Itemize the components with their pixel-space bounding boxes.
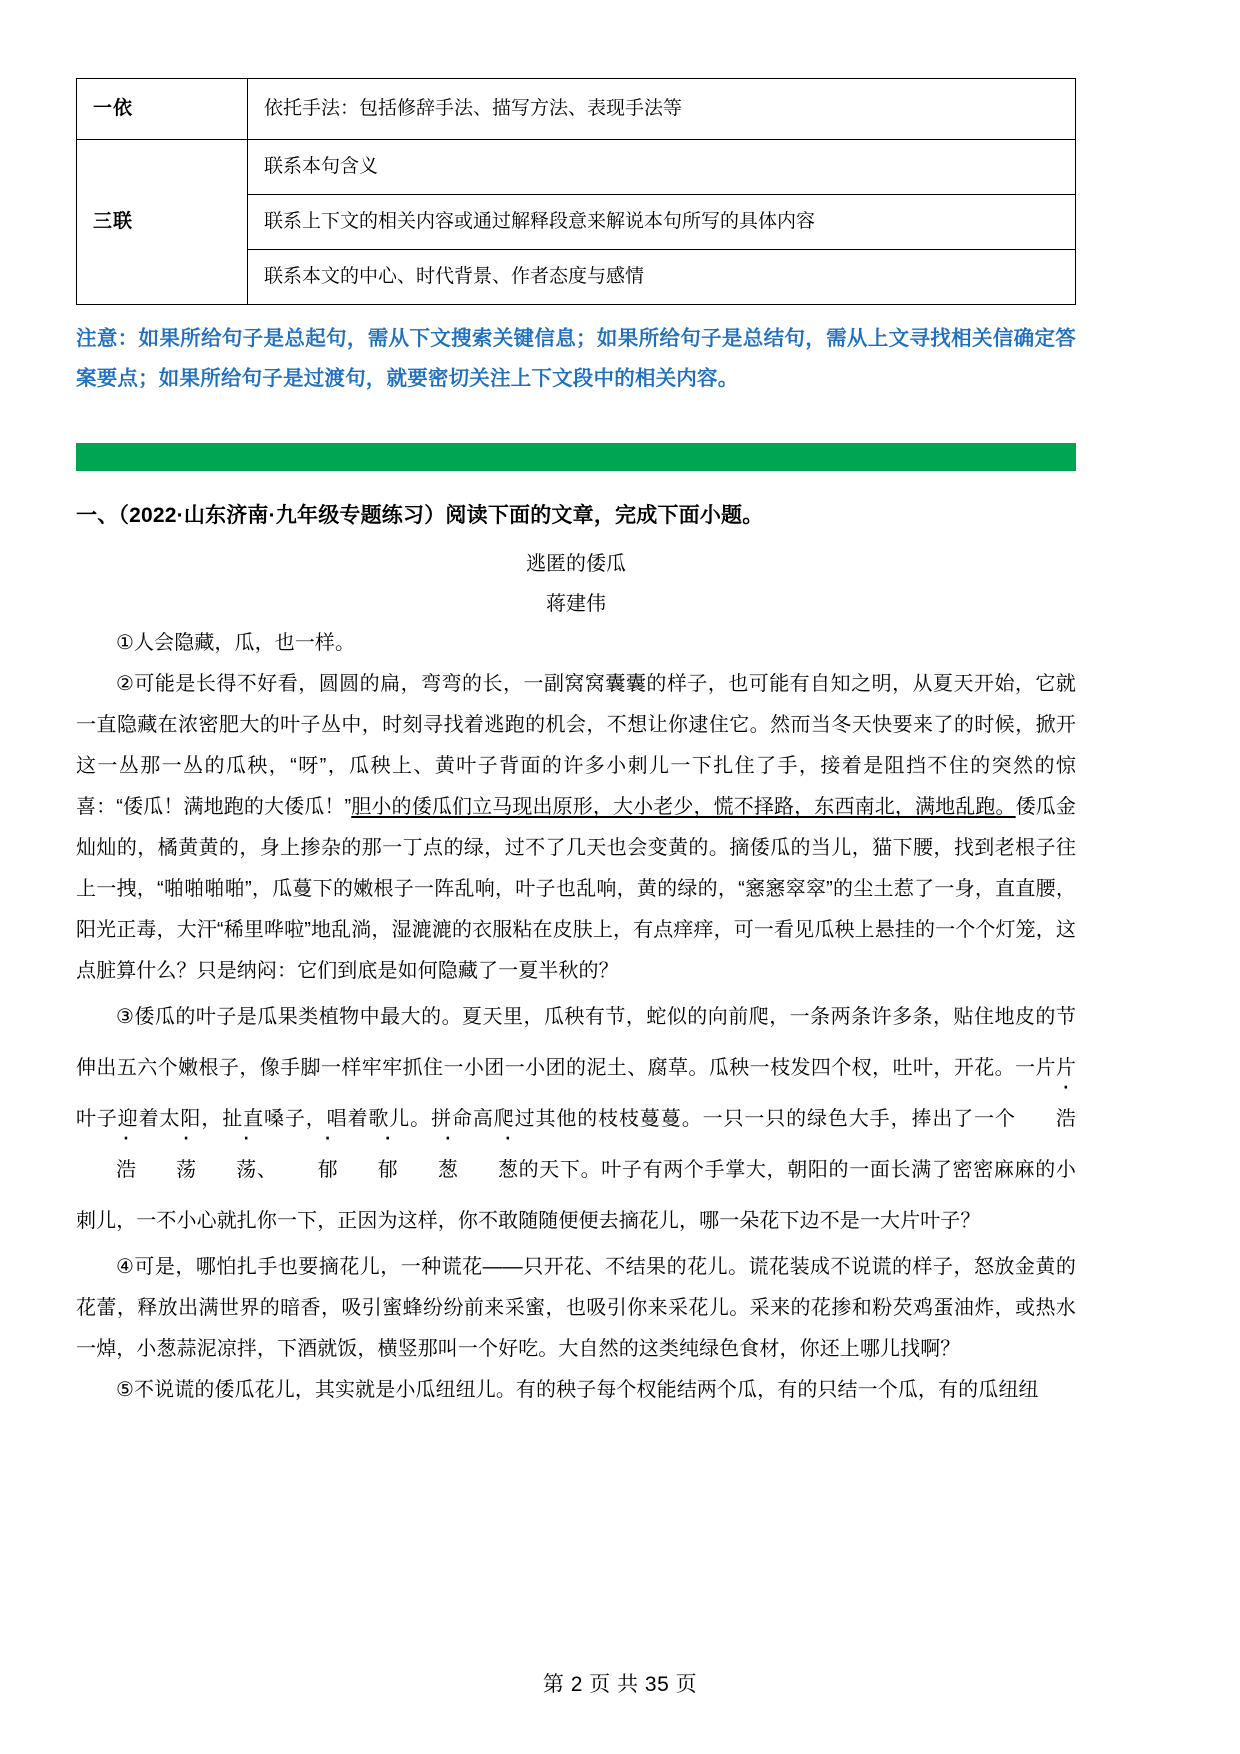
table-row — [77, 79, 1076, 140]
page-footer: 第 2 页 共 35 页 — [542, 1673, 698, 1696]
article-author: 蒋建伟 — [546, 592, 606, 615]
paragraph: ②可能是长得不好看，圆圆的扁，弯弯的长，一副窝窝囊囊的样子，也可能有自知之明，从夏天开始，它就一直隐藏在浓密肥大的叶子丛中，时刻寻找着逃跑的机会，不想让你逮住它。然而当冬天快要来了的时候，掀开这一丛那一丛的瓜秧，“呀”，瓜秧上、黄叶子背面的许多小刺儿一下扎住了手，接着是阻挡不住的突然的惊喜：“倭瓜！满地跑的大倭瓜！”胆小的倭瓜们立马现出原形，大小老少，慌不择路，东西南北，满地乱跑。倭瓜金灿灿的，橘黄黄的，身上掺杂的那一丁点的绿，过不了几天也会变黄的。摘倭瓜的当儿，猫下腰，找到老根子往上一拽，“啪啪啪啪”，瓜蔓下的嫩根子一阵乱响，叶子也乱响，黄的绿的，“窸窸窣窣”的尘土惹了一身，直直腰，阳光正毒，大汗“稀里哗啦”地乱淌，湿漉漉的衣服粘在皮肤上，有点痒痒，可一看见瓜秧上悬挂的一个个灯笼，这点脏算什么？只是纳闷：它们到底是如何隐藏了一夏半秋的？ — [76, 672, 1076, 982]
question-instruction: 阅读下面的文章，完成下面小题。 — [445, 503, 764, 527]
table-cell-body-0: 依托手法：包括修辞手法、描写方法、表现手法等 — [248, 79, 1076, 140]
article-body — [76, 623, 1164, 1411]
section-divider-bar — [76, 443, 1076, 471]
notice-text: 注意：如果所给句子是总起句，需从下文搜索关键信息；如果所给句子是总结句，需从上文寻找相关信确定答案要点；如果所给句子是过渡句，就要密切关注上下文段中的相关内容。 — [76, 327, 1076, 390]
paragraph: ④可是，哪怕扎手也要摘花儿，一种谎花——只开花、不结果的花儿。谎花装成不说谎的样子，怒放金黄的花蕾，释放出满世界的暗香，吸引蜜蜂纷纷前来采蜜，也吸引你来采花儿。采来的花掺和粉芡鸡蛋油炸，或热水一焯，小葱蒜泥凉拌，下酒就饭，横竖那叫一个好吃。大自然的这类纯绿色食材，你还上哪儿找啊？ — [76, 1255, 1076, 1360]
table-cell-body-1: 联系本句含义 — [248, 140, 1076, 195]
method-table — [76, 78, 1076, 305]
paragraph: ①人会隐藏，瓜，也一样。 — [116, 631, 356, 654]
paragraph: ③倭瓜的叶子是瓜果类植物中最大的。夏天里，瓜秧有节，蛇似的向前爬，一条两条许多条，贴住地皮的节伸出五六个嫩根子，像手脚一样牢牢抓住一小团一小团的泥土、腐草。瓜秧一枝发四个杈，吐叶，开花。一片片叶子迎着太阳，扯直嗓子，唱着歌儿。拼命高爬过其他的枝枝蔓蔓。一只一只的绿色大手，捧出了一个 浩浩 荡 荡、 郁 郁 葱 葱的天下。叶子有两个手掌大，朝阳的一面长满了密密麻麻的小刺儿，一不小心就扎你一下，正因为这样，你不敢随随便便去摘花儿，哪一朵花下边不是一大片叶子？ — [76, 1005, 1076, 1232]
table-row — [77, 140, 1076, 195]
table-cell-body-2: 联系上下文的相关内容或通过解释段意来解说本句所写的具体内容 — [248, 195, 1076, 250]
table-cell-label-0: 一依 — [77, 79, 248, 140]
table-cell-label-1: 三联 — [77, 140, 248, 305]
article-title: 逃匿的倭瓜 — [526, 552, 626, 575]
question-number: 一、 — [76, 503, 119, 527]
table-cell-body-3: 联系本文的中心、时代背景、作者态度与感情 — [248, 250, 1076, 305]
paragraph: ⑤不说谎的倭瓜花儿，其实就是小瓜纽纽儿。有的秧子每个杈能结两个瓜，有的只结一个瓜，有的瓜纽纽 — [116, 1378, 1039, 1401]
emphasis-dot-text: 浩浩 荡 荡、 郁 郁 葱 葱 — [116, 1107, 1076, 1181]
question-source: （2022·山东济南·九年级专题练习） — [118, 503, 446, 527]
question-heading — [76, 499, 1076, 533]
underlined-text: 胆小的倭瓜们立马现出原形，大小老少，慌不择路，东西南北，满地乱跑。 — [351, 795, 1016, 818]
